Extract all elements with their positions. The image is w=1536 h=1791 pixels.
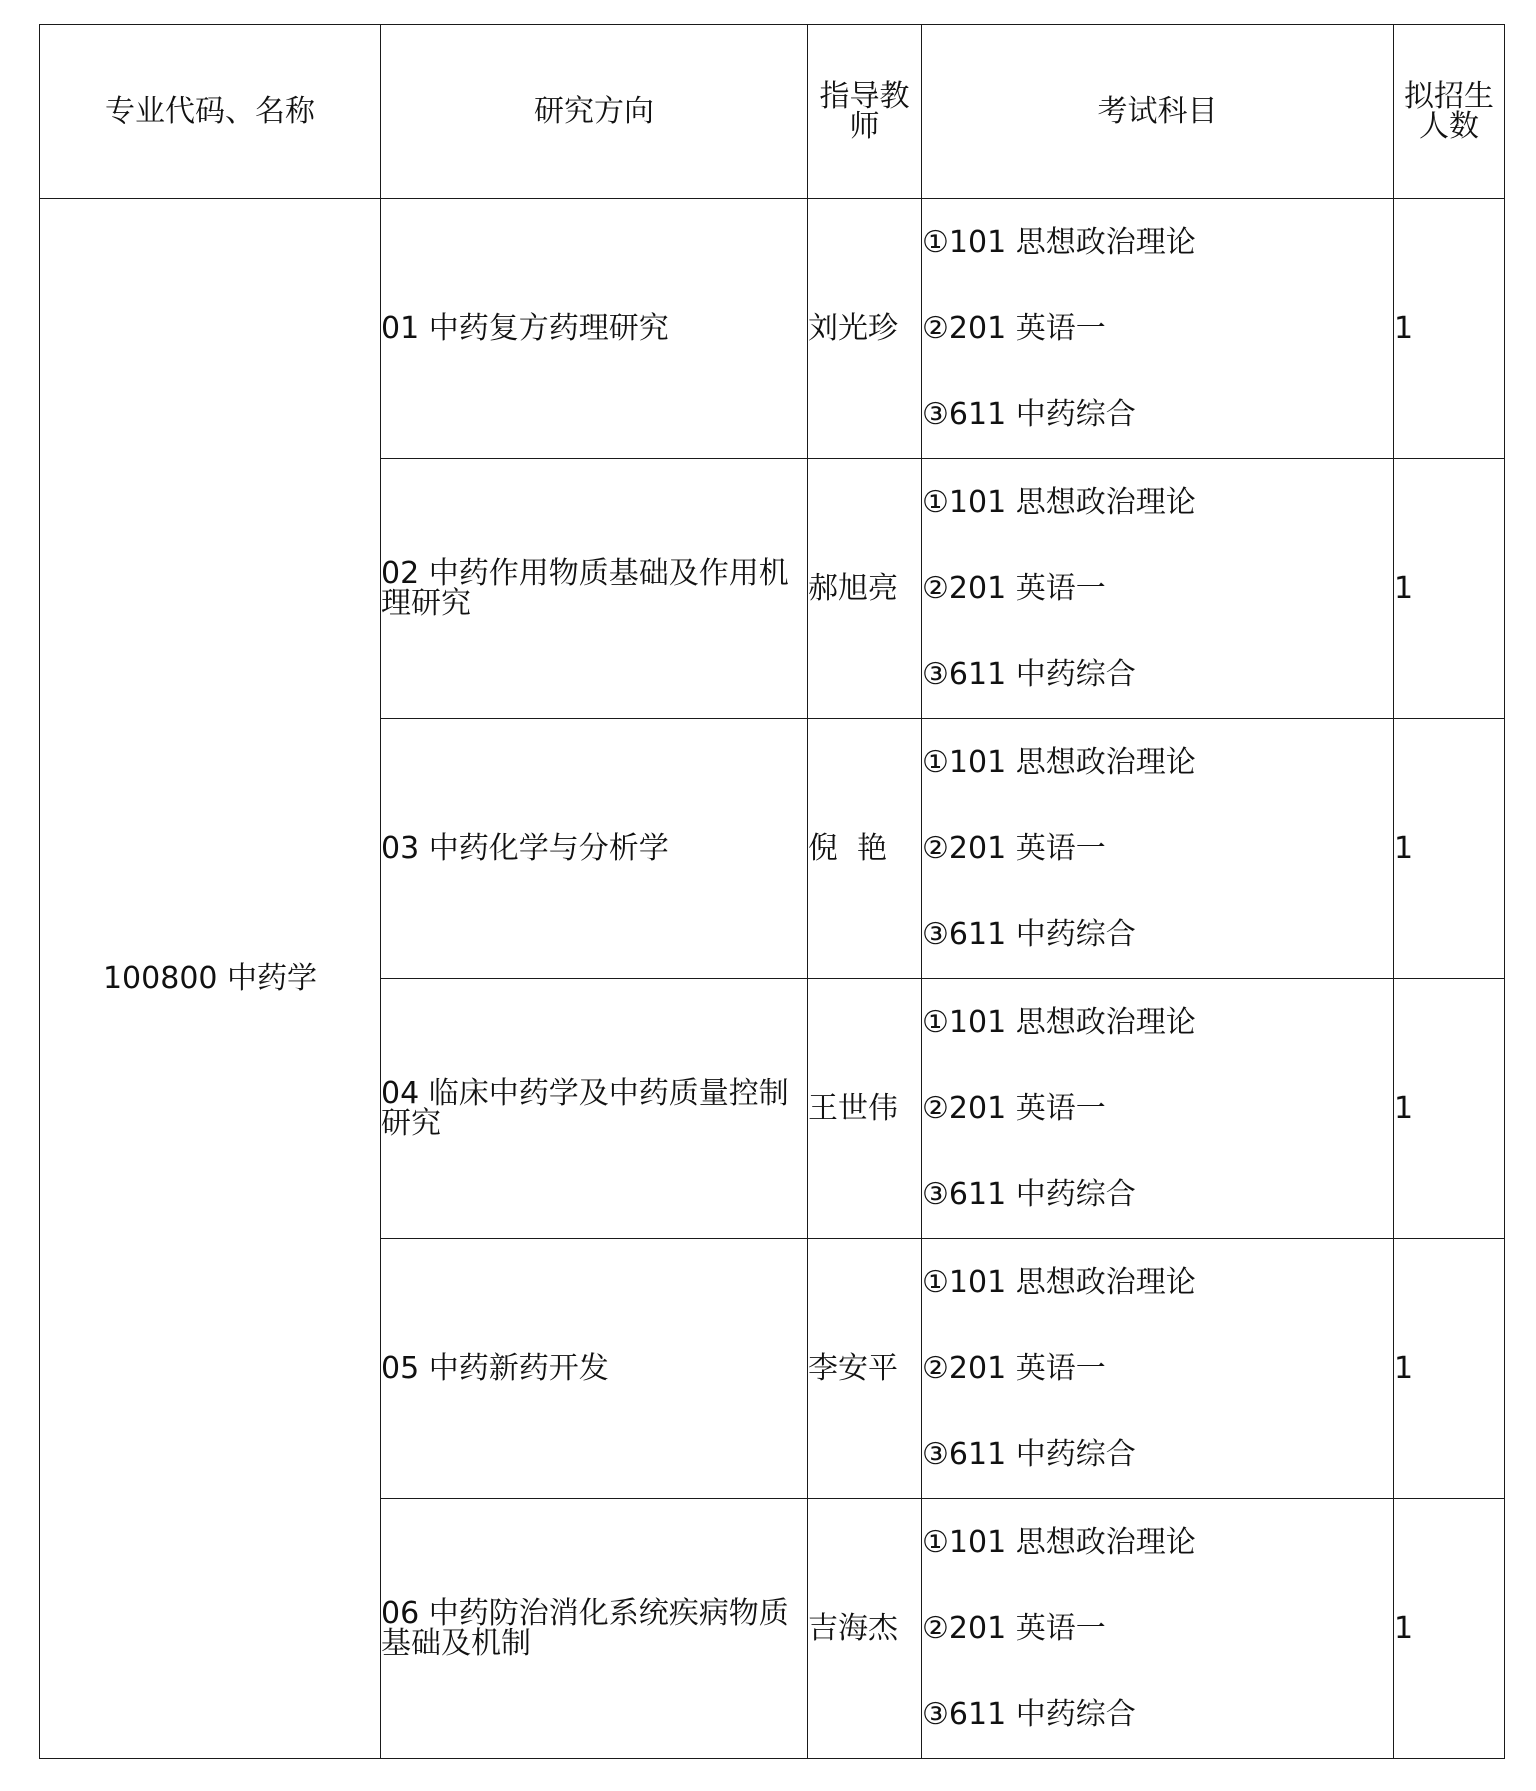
- subject-line: ②201 英语一: [922, 1350, 1106, 1386]
- subject-line: ①101 思想政治理论: [922, 224, 1196, 260]
- subject-line: ①101 思想政治理论: [922, 1264, 1196, 1300]
- subject-line: ②201 英语一: [922, 1610, 1106, 1646]
- header-direction: 研究方向: [381, 25, 808, 199]
- advisor-cell: 刘光珍: [808, 199, 922, 459]
- subject-line: ③611 中药综合: [922, 396, 1136, 432]
- advisor-cell: 倪 艳: [808, 719, 922, 979]
- direction-cell: 02 中药作用物质基础及作用机理研究: [381, 459, 808, 719]
- subject-line: ③611 中药综合: [922, 656, 1136, 692]
- subject-line: ③611 中药综合: [922, 916, 1136, 952]
- advisor-cell: 吉海杰: [808, 1499, 922, 1759]
- direction-cell: 05 中药新药开发: [381, 1239, 808, 1499]
- header-major: 专业代码、名称: [40, 25, 381, 199]
- subject-line: ①101 思想政治理论: [922, 1004, 1196, 1040]
- subject-line: ①101 思想政治理论: [922, 1524, 1196, 1560]
- subjects-cell: [922, 719, 1394, 979]
- subject-line: ②201 英语一: [922, 570, 1106, 606]
- direction-cell: 03 中药化学与分析学: [381, 719, 808, 979]
- quota-cell: 1: [1394, 719, 1505, 979]
- quota-cell: 1: [1394, 459, 1505, 719]
- advisor-cell: 李安平: [808, 1239, 922, 1499]
- subjects-cell: [922, 979, 1394, 1239]
- subject-line: ③611 中药综合: [922, 1176, 1136, 1212]
- direction-cell: 06 中药防治消化系统疾病物质基础及机制: [381, 1499, 808, 1759]
- subjects-cell: [922, 459, 1394, 719]
- subjects-cell: [922, 1239, 1394, 1499]
- header-advisor: 指导教师: [808, 25, 922, 199]
- header-quota: 拟招生人数: [1394, 25, 1505, 199]
- quota-cell: 1: [1394, 1499, 1505, 1759]
- direction-cell: 01 中药复方药理研究: [381, 199, 808, 459]
- header-subjects: 考试科目: [922, 25, 1394, 199]
- quota-cell: 1: [1394, 979, 1505, 1239]
- advisor-cell: 王世伟: [808, 979, 922, 1239]
- table-row: [40, 199, 1505, 459]
- subject-line: ②201 英语一: [922, 1090, 1106, 1126]
- major-cell: 100800 中药学: [40, 199, 381, 1759]
- subject-line: ②201 英语一: [922, 310, 1106, 346]
- subject-line: ①101 思想政治理论: [922, 744, 1196, 780]
- subject-line: ③611 中药综合: [922, 1696, 1136, 1732]
- subject-line: ②201 英语一: [922, 830, 1106, 866]
- enrollment-table: [39, 24, 1505, 1759]
- quota-cell: 1: [1394, 1239, 1505, 1499]
- subjects-cell: [922, 1499, 1394, 1759]
- subject-line: ①101 思想政治理论: [922, 484, 1196, 520]
- quota-cell: 1: [1394, 199, 1505, 459]
- subjects-cell: [922, 199, 1394, 459]
- header-row: [40, 25, 1505, 199]
- direction-cell: 04 临床中药学及中药质量控制研究: [381, 979, 808, 1239]
- advisor-cell: 郝旭亮: [808, 459, 922, 719]
- subject-line: ③611 中药综合: [922, 1436, 1136, 1472]
